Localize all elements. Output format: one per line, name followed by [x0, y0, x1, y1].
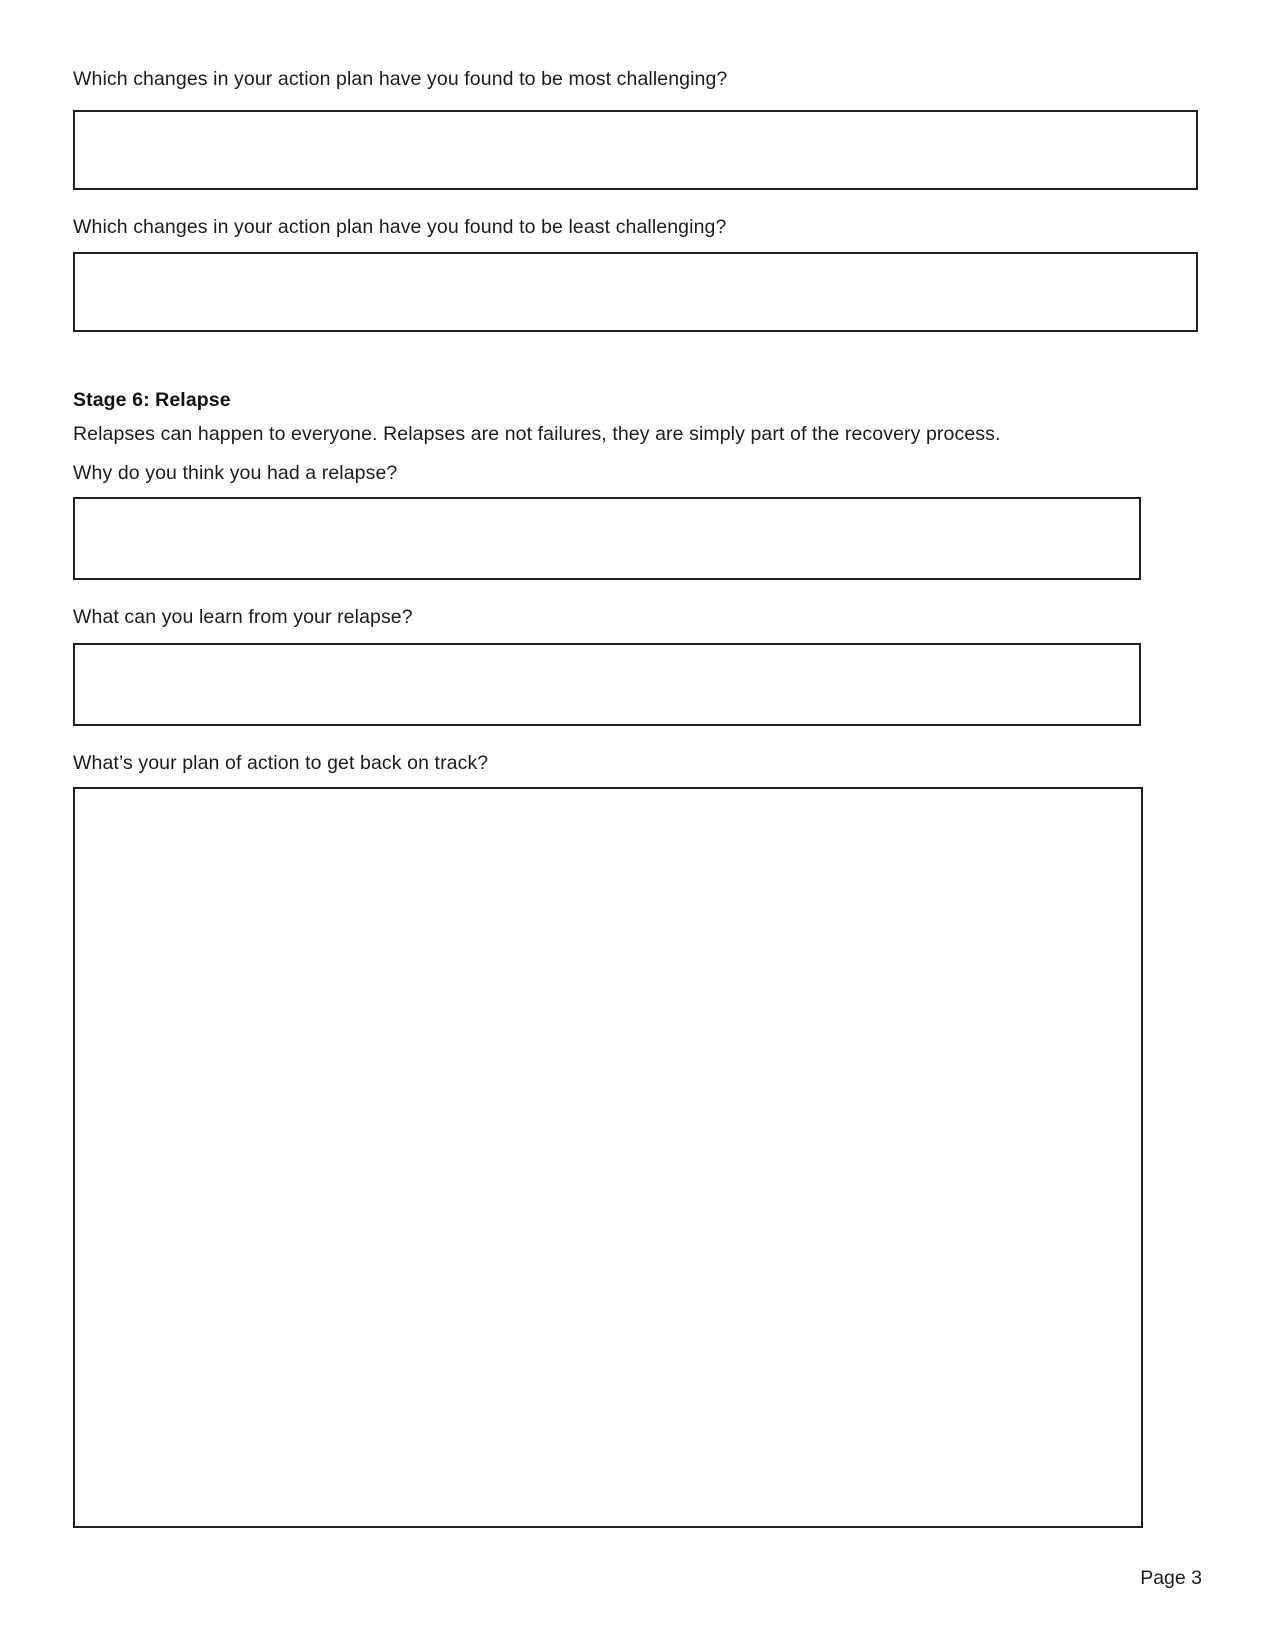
answer-box-why-relapse[interactable]: [73, 497, 1141, 580]
question-label-least-challenging: Which changes in your action plan have you found to be least challenging?: [73, 216, 727, 238]
question-label-most-challenging: Which changes in your action plan have you found to be most challenging?: [73, 68, 728, 90]
answer-box-least-challenging[interactable]: [73, 252, 1198, 332]
question-label-why-relapse: Why do you think you had a relapse?: [73, 462, 398, 484]
question-label-plan-of-action: What’s your plan of action to get back on track?: [73, 752, 489, 774]
answer-box-most-challenging[interactable]: [73, 110, 1198, 190]
answer-box-learn-from-relapse[interactable]: [73, 643, 1141, 726]
page-number-footer: Page 3: [1140, 1567, 1202, 1589]
section-intro-text: Relapses can happen to everyone. Relapses are not failures, they are simply part of the recovery process.: [73, 423, 1001, 445]
question-label-learn-from-relapse: What can you learn from your relapse?: [73, 606, 413, 628]
answer-box-plan-of-action[interactable]: [73, 787, 1143, 1528]
section-heading-stage-6: Stage 6: Relapse: [73, 389, 231, 411]
